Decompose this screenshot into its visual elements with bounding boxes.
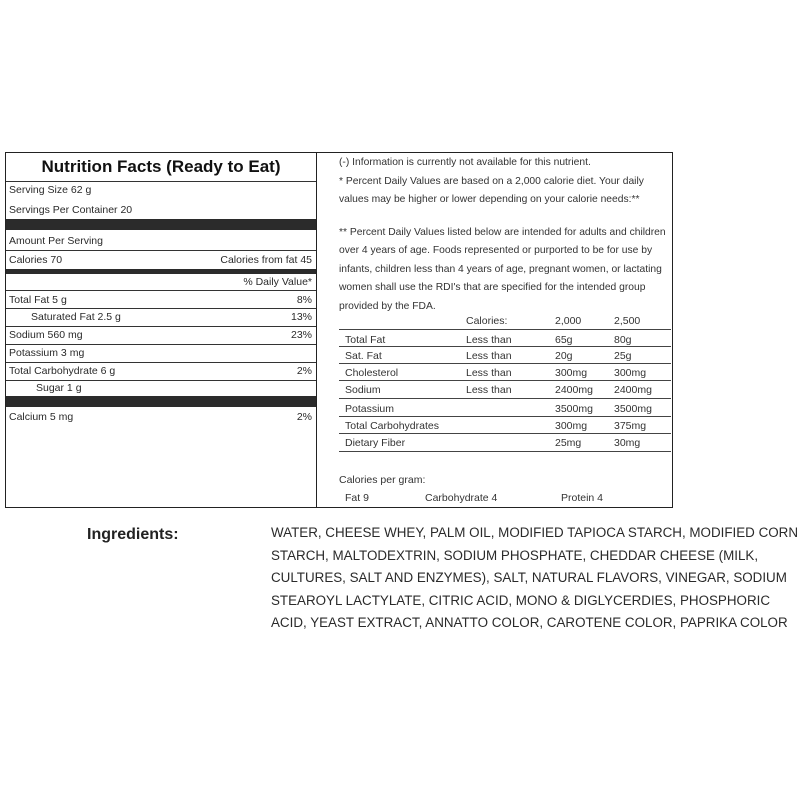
nutrient-row bbox=[9, 294, 312, 306]
dv-nutrient: Sodium bbox=[345, 384, 381, 396]
dv-value-2000: 20g bbox=[555, 350, 573, 362]
dv-nutrient: Dietary Fiber bbox=[345, 437, 406, 449]
dv-value-2000: 2400mg bbox=[555, 384, 593, 396]
calories-per-gram-label: Calories per gram: bbox=[339, 474, 426, 486]
nutrient-label: Total Fat 5 g bbox=[9, 294, 67, 306]
nutrient-dv: 2% bbox=[296, 365, 312, 377]
dv-table-divider bbox=[339, 416, 671, 417]
nutrient-dv: 2% bbox=[296, 411, 312, 423]
dv-header-calories: Calories: bbox=[466, 315, 508, 327]
nutrient-row bbox=[9, 329, 312, 341]
serving-size: Serving Size 62 g bbox=[9, 184, 92, 196]
nutrient-row bbox=[9, 411, 312, 423]
nutrition-title: Nutrition Facts (Ready to Eat) bbox=[41, 157, 281, 176]
nutrition-facts-panel bbox=[6, 153, 317, 507]
divider bbox=[6, 344, 316, 345]
dv-value-2000: 300mg bbox=[555, 367, 588, 379]
dv-table-divider bbox=[339, 380, 671, 381]
thick-divider bbox=[6, 396, 316, 407]
dv-table-divider bbox=[339, 329, 671, 330]
nutrient-dv: 23% bbox=[290, 329, 312, 341]
calories-from-fat: Calories from fat 45 bbox=[220, 254, 312, 266]
nutrient-row bbox=[9, 365, 312, 377]
calories-row bbox=[9, 254, 312, 266]
divider bbox=[6, 181, 316, 182]
dv-table-divider bbox=[339, 398, 671, 399]
nutrient-label: Calcium 5 mg bbox=[9, 411, 74, 423]
carbohydrate-per-gram: Carbohydrate 4 bbox=[425, 492, 498, 504]
dv-value-2500: 3500mg bbox=[614, 403, 652, 415]
divider bbox=[6, 326, 316, 327]
calories: Calories 70 bbox=[9, 254, 63, 266]
dv-value-2000: 25mg bbox=[555, 437, 582, 449]
medium-divider bbox=[6, 269, 316, 274]
nutrient-label: Potassium 3 mg bbox=[9, 347, 85, 359]
servings-per-container: Servings Per Container 20 bbox=[9, 204, 133, 216]
daily-value-header: % Daily Value* bbox=[243, 276, 312, 288]
nutrient-dv: 13% bbox=[290, 311, 312, 323]
nutrient-row bbox=[9, 382, 312, 394]
dv-nutrient: Potassium bbox=[345, 403, 395, 415]
dv-value-2500: 80g bbox=[614, 334, 632, 346]
dv-header-2500: 2,500 bbox=[614, 315, 641, 327]
dv-header-2000: 2,000 bbox=[555, 315, 582, 327]
dv-table-divider bbox=[339, 363, 671, 364]
dv-value-2000: 300mg bbox=[555, 420, 588, 432]
divider bbox=[6, 290, 316, 291]
nutrient-dv: 8% bbox=[296, 294, 312, 306]
nutrient-label: Total Carbohydrate 6 g bbox=[9, 365, 116, 377]
nutrient-label: Saturated Fat 2.5 g bbox=[31, 311, 121, 323]
dv-value-2500: 375mg bbox=[614, 420, 647, 432]
divider bbox=[6, 380, 316, 381]
nutrition-label bbox=[5, 152, 673, 508]
rdi-note: ** Percent Daily Values listed below are intended for adults and children over 4 years of age. Foods represented or purported to be for use by infants, children less than 4 years of age, pregnant women, or lactating women shall use the RDI's that are specified for the intended group provided by the FDA. bbox=[339, 227, 666, 312]
dv-qualifier: Less than bbox=[466, 384, 512, 396]
dv-value-2000: 65g bbox=[555, 334, 573, 346]
nutrient-row bbox=[9, 311, 312, 323]
dv-value-2500: 2400mg bbox=[614, 384, 652, 396]
amount-per-serving: Amount Per Serving bbox=[9, 235, 103, 247]
dv-nutrient: Cholesterol bbox=[345, 367, 399, 379]
divider bbox=[6, 362, 316, 363]
dv-qualifier: Less than bbox=[466, 350, 512, 362]
thick-divider bbox=[6, 219, 316, 230]
dv-value-2500: 30mg bbox=[614, 437, 641, 449]
ingredients-label: Ingredients: bbox=[87, 526, 179, 543]
dv-value-2500: 300mg bbox=[614, 367, 647, 379]
divider bbox=[6, 250, 316, 251]
nutrient-row bbox=[9, 347, 312, 359]
dv-value-2000: 3500mg bbox=[555, 403, 593, 415]
ingredients-text: WATER, CHEESE WHEY, PALM OIL, MODIFIED TAPIOCA STARCH, MODIFIED CORN STARCH, MALTODEXTRIN, SODIUM PHOSPHATE, CHEDDAR CHEESE (MILK, CULTURES, SALT AND ENZYMES), SALT, NATURAL FLAVORS, VINEGAR, SODIUM STEAROYL LACTYLATE, CITRIC ACID, MONO & DIGLYCERDIES, PHOSPHORIC ACID, YEAST EXTRACT, ANNATTO COLOR, CAROTENE COLOR, PAPRIKA COLOR bbox=[271, 525, 799, 630]
dv-table-divider bbox=[339, 433, 671, 434]
divider bbox=[6, 308, 316, 309]
protein-per-gram: Protein 4 bbox=[561, 492, 604, 504]
dv-nutrient: Total Fat bbox=[345, 334, 386, 346]
fat-per-gram: Fat 9 bbox=[345, 492, 369, 504]
dv-note: * Percent Daily Values are based on a 2,000 calorie diet. Your daily values may be higher or lower depending on your calorie needs:** bbox=[339, 176, 644, 206]
dv-table-divider bbox=[339, 346, 671, 347]
dv-nutrient: Sat. Fat bbox=[345, 350, 382, 362]
nutrient-label: Sugar 1 g bbox=[36, 382, 82, 394]
nutrient-label: Sodium 560 mg bbox=[9, 329, 83, 341]
dv-value-2500: 25g bbox=[614, 350, 632, 362]
dv-qualifier: Less than bbox=[466, 334, 512, 346]
dv-table-divider bbox=[339, 451, 671, 452]
dv-nutrient: Total Carbohydrates bbox=[345, 420, 439, 432]
dv-qualifier: Less than bbox=[466, 367, 512, 379]
na-note: (-) Information is currently not available for this nutrient. bbox=[339, 157, 591, 168]
